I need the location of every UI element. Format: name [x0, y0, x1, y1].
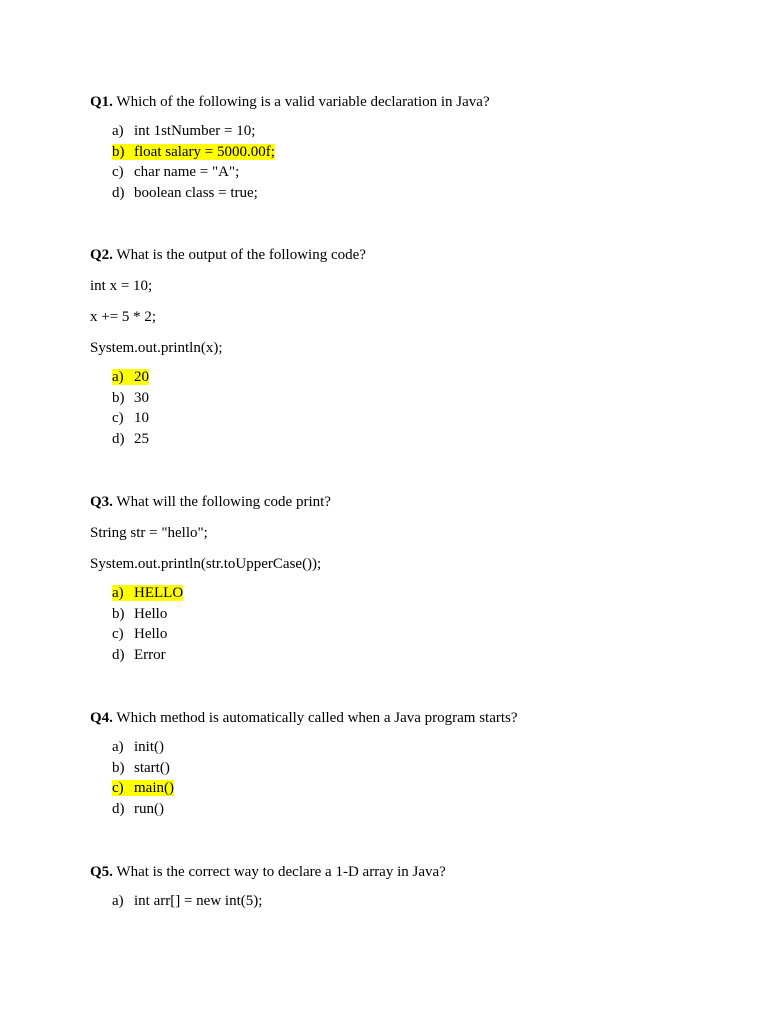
option-text: float salary = 5000.00f; [134, 143, 275, 160]
question-number: Q3. [90, 494, 113, 510]
option-letter: a) [112, 739, 124, 755]
option-a [112, 121, 710, 142]
code-line: x += 5 * 2; [90, 309, 157, 325]
option-text: 20 [134, 369, 149, 385]
option-c [112, 778, 710, 799]
option-d [112, 429, 710, 450]
question-number: Q4. [90, 710, 113, 726]
option-c [112, 162, 710, 183]
option-b [112, 604, 710, 625]
option-letter: d) [112, 801, 125, 818]
option-letter: c) [112, 164, 124, 181]
option-text: 30 [134, 389, 149, 406]
question-number: Q2. [90, 247, 113, 263]
option-text: HELLO [134, 585, 184, 601]
option-d [112, 799, 710, 820]
question-3-prompt [90, 492, 710, 513]
answer-highlight [112, 369, 149, 385]
option-text: boolean class = true; [134, 185, 258, 202]
question-text: What is the correct way to declare a 1-D array in Java? [116, 864, 446, 880]
options-list [112, 737, 710, 820]
option-a [112, 737, 710, 758]
question-2-prompt [90, 245, 710, 266]
option-a [112, 583, 710, 604]
question-text: What will the following code print? [116, 494, 331, 510]
option-text: int arr[] = new int(5); [134, 893, 263, 909]
option-text: char name = "A"; [134, 164, 240, 181]
option-letter: c) [112, 780, 124, 797]
option-text: start() [134, 759, 170, 776]
question-number: Q1. [90, 94, 113, 110]
option-letter: d) [112, 185, 125, 202]
option-letter: a) [112, 585, 124, 601]
option-b [112, 142, 710, 163]
answer-highlight [112, 780, 174, 796]
options-list [112, 891, 710, 912]
option-text: 25 [134, 431, 149, 448]
option-text: run() [134, 801, 164, 818]
option-letter: b) [112, 759, 125, 776]
question-2 [90, 245, 710, 450]
option-text: init() [134, 739, 164, 755]
option-letter: c) [112, 626, 124, 643]
question-1-prompt [90, 92, 710, 113]
code-line: System.out.println(str.toUpperCase()); [90, 556, 322, 572]
option-letter: c) [112, 410, 124, 427]
option-b [112, 758, 710, 779]
option-letter: d) [112, 431, 125, 448]
code-line: System.out.println(x); [90, 340, 223, 356]
options-list [112, 583, 710, 666]
options-list [112, 121, 710, 204]
answer-highlight [112, 585, 183, 601]
option-text: Error [134, 647, 166, 664]
option-d [112, 183, 710, 204]
question-text: Which method is automatically called when a Java program starts? [116, 710, 518, 726]
code-line: String str = "hello"; [90, 525, 208, 541]
question-5-prompt [90, 862, 710, 883]
option-c [112, 408, 710, 429]
answer-highlight [112, 144, 275, 160]
option-text: Hello [134, 605, 168, 622]
option-text: main() [134, 780, 174, 797]
option-letter: a) [112, 893, 124, 909]
option-d [112, 645, 710, 666]
question-4 [90, 708, 710, 820]
option-letter: b) [112, 605, 125, 622]
option-text: Hello [134, 626, 168, 643]
question-5 [90, 862, 710, 912]
option-letter: a) [112, 369, 124, 385]
option-letter: b) [112, 143, 125, 160]
question-text: Which of the following is a valid variable declaration in Java? [116, 94, 490, 110]
code-line: int x = 10; [90, 278, 153, 294]
question-text: What is the output of the following code? [116, 247, 366, 263]
question-3 [90, 492, 710, 666]
option-a [112, 891, 710, 912]
option-letter: a) [112, 123, 124, 139]
question-number: Q5. [90, 864, 113, 880]
option-c [112, 624, 710, 645]
option-letter: d) [112, 647, 125, 664]
option-b [112, 388, 710, 409]
option-text: int 1stNumber = 10; [134, 123, 256, 139]
question-1 [90, 92, 710, 204]
option-a [112, 367, 710, 388]
option-letter: b) [112, 389, 125, 406]
options-list [112, 367, 710, 450]
question-4-prompt [90, 708, 710, 729]
option-text: 10 [134, 410, 149, 427]
